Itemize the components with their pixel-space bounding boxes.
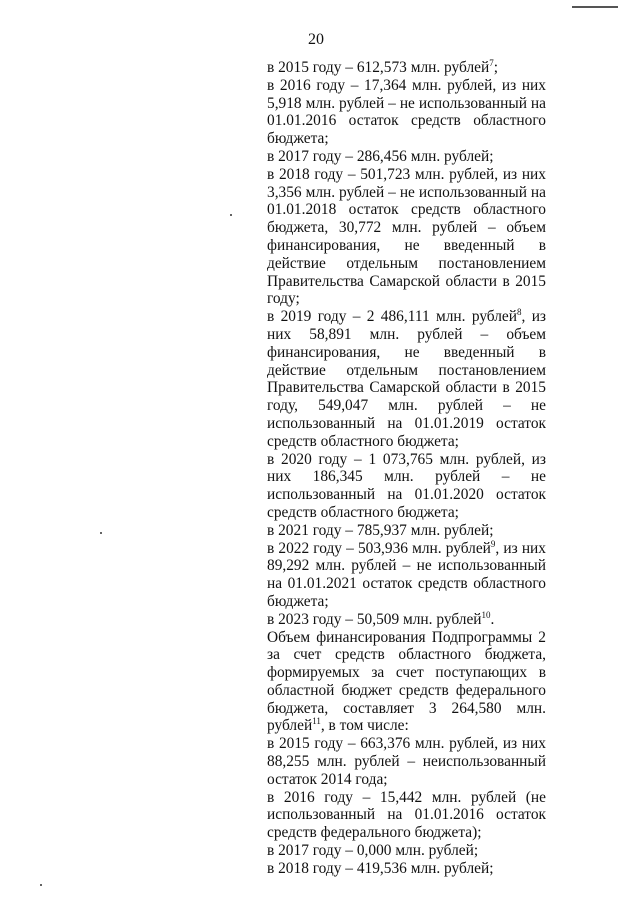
footnote-ref: 11	[312, 716, 321, 727]
paragraph-2020-regional: в 2020 году – 1 073,765 млн. рублей, из них 186,345 млн. рублей – не использованный на 01.01.2020 остаток средств областного бюджета;	[267, 450, 546, 521]
paragraph-2016-federal: в 2016 году – 15,442 млн. рублей (не использованный на 01.01.2016 остаток средств федерального бюджета);	[267, 788, 546, 842]
paragraph-2023-regional	[267, 611, 546, 629]
paragraph-text: в 2019 году – 2 486,111 млн. рублей	[267, 308, 518, 326]
paragraph-2022-regional	[267, 540, 546, 611]
paragraph-2021-regional: в 2021 году – 785,937 млн. рублей;	[267, 521, 494, 539]
scan-speck	[40, 884, 42, 886]
paragraph-text: в 2022 году – 503,936 млн. рублей	[267, 539, 491, 557]
paragraph-tail: , из них 58,891 млн. рублей – объем финансирования, не введенный в действие отдельным постановлением Правительства Самарской области в 2015 году, 549,047 млн. рублей – не использованный на 01.01.2019 остаток средств областного бюджета;	[267, 308, 547, 450]
paragraph-tail: .	[490, 610, 495, 628]
paragraph-2017-federal: в 2017 году – 0,000 млн. рублей;	[267, 842, 479, 860]
footnote-ref: 8	[517, 307, 522, 318]
paragraph-2016-regional: в 2016 году – 17,364 млн. рублей, из них 5,918 млн. рублей – не использованный на 01.01.2016 остаток средств областного бюджета;	[267, 76, 546, 148]
footnote-ref: 7	[489, 57, 494, 68]
paragraph-2015-federal: в 2015 году – 663,376 млн. рублей, из них 88,255 млн. рублей – неиспользованный остаток 2014 года;	[267, 735, 546, 788]
financing-text-column	[267, 59, 546, 878]
footnote-ref: 10	[481, 609, 491, 620]
paragraph-subprogram-2-federal-total	[267, 629, 546, 736]
scan-speck	[100, 532, 102, 534]
paragraph-tail: ;	[493, 59, 499, 76]
scan-edge-mark	[572, 6, 618, 8]
paragraph-2018-federal: в 2018 году – 419,536 млн. рублей;	[267, 859, 494, 877]
paragraph-text: в 2023 году – 50,509 млн. рублей	[267, 610, 482, 628]
paragraph-2019-regional	[267, 308, 546, 450]
paragraph-tail: , из них 89,292 млн. рублей – не использованный на 01.01.2021 остаток средств областного бюджета;	[267, 539, 546, 610]
scan-speck	[230, 214, 232, 216]
footnote-ref: 9	[490, 538, 496, 549]
paragraph-text: Объем финансирования Подпрограммы 2 за счет средств областного бюджета, формируемых за счет поступающих в областной бюджет средств федерального бюджета, составляет 3 264,580 млн. рублей	[267, 628, 546, 735]
paragraph-2017-regional: в 2017 году – 286,456 млн. рублей;	[267, 147, 494, 165]
paragraph-2015-regional	[267, 59, 546, 77]
page-number: 20	[308, 31, 324, 48]
paragraph-tail: , в том числе:	[320, 717, 409, 735]
paragraph-2018-regional: в 2018 году – 501,723 млн. рублей, из них 3,356 млн. рублей – не использованный на 01.01.2018 остаток средств областного бюджета, 30,772 млн. рублей – объем финансирования, не введенный в действие отдельным постановлением Правительства Самарской области в 2015 году;	[267, 165, 546, 308]
paragraph-text: в 2015 году – 612,573 млн. рублей	[267, 59, 490, 76]
